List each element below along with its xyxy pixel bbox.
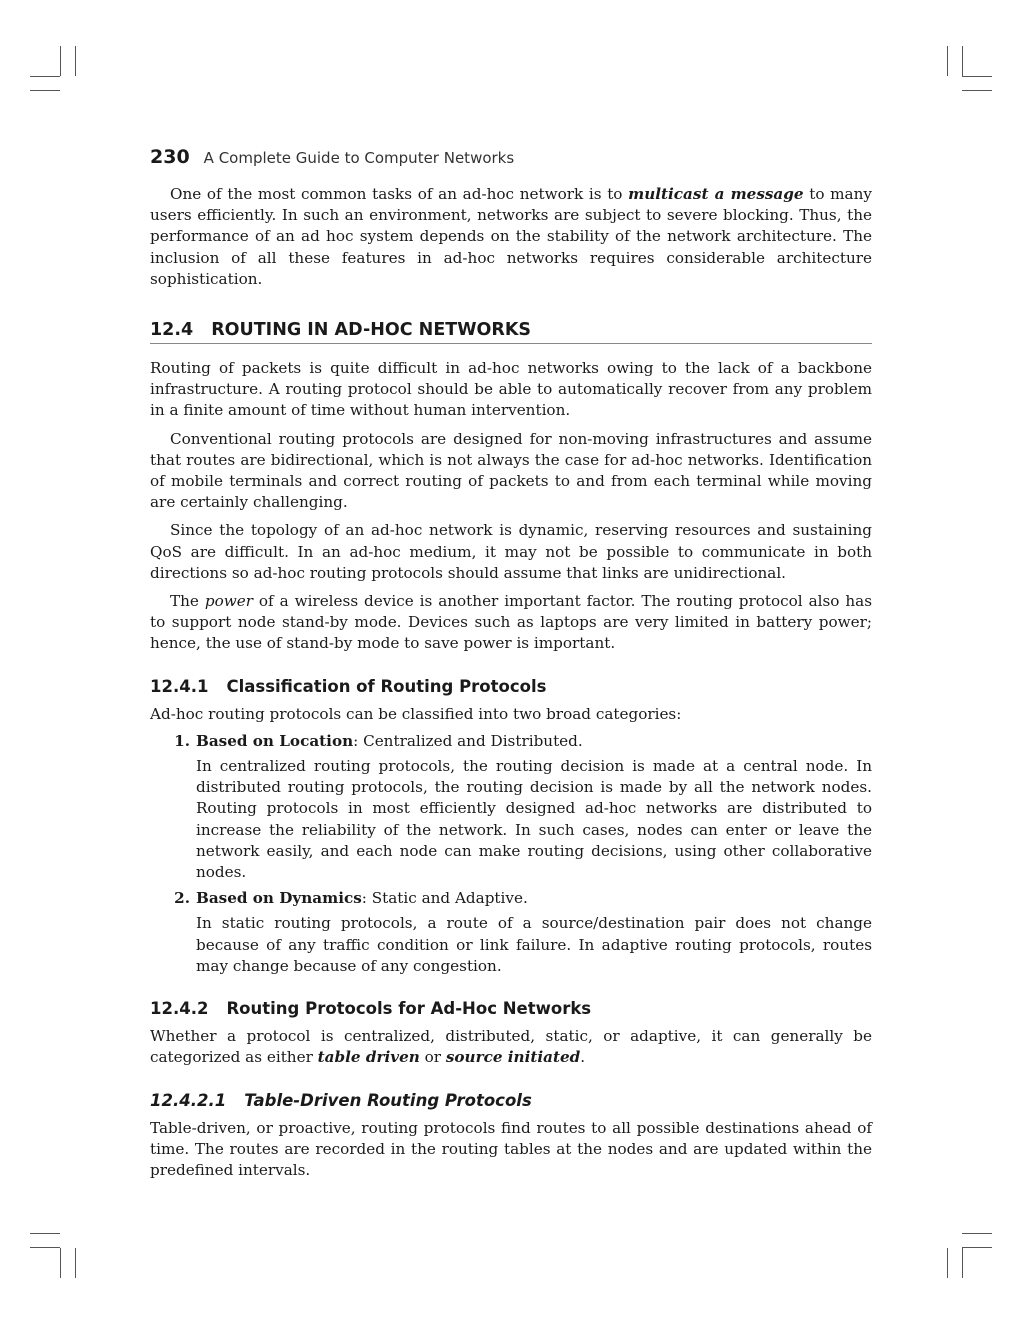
crop-mark xyxy=(962,46,963,76)
list-body: In centralized routing protocols, the routing decision is made at a central node. In distributed routing protocols, the routing decision is made by all the network nodes. Routing protocols in most efficiently designed ad-hoc networks are distributed to increase the reliability of the network. In such cases, nodes can enter or leave the network easily, and each node can make routing decisions, using other collaborative nodes. xyxy=(196,757,872,882)
crop-mark xyxy=(30,1247,60,1248)
emphasis: source initiated xyxy=(445,1048,581,1067)
crop-mark xyxy=(962,90,992,91)
list-number: 1. xyxy=(174,731,190,750)
crop-mark xyxy=(75,1248,76,1278)
crop-mark xyxy=(947,1248,948,1278)
emphasis: power xyxy=(204,592,253,611)
emphasis: table driven xyxy=(317,1048,420,1067)
paragraph: Whether a protocol is centralized, distributed, static, or adaptive, it can generally be categorized as either table driven or source initiated. xyxy=(150,1027,872,1067)
paragraph: Ad-hoc routing protocols can be classified into two broad categories: xyxy=(150,704,682,723)
list-item xyxy=(150,731,872,883)
subsection-number: 12.4.1 xyxy=(150,676,209,696)
subsubsection-title: Table-Driven Routing Protocols xyxy=(244,1090,532,1110)
crop-mark xyxy=(30,1233,60,1234)
list-item xyxy=(150,888,872,977)
crop-mark xyxy=(947,46,948,76)
subsubsection-heading xyxy=(150,1091,872,1110)
crop-mark xyxy=(962,1248,963,1278)
paragraph: The power of a wireless device is another important factor. The routing protocol also has to support node stand-by mode. Devices such as laptops are very limited in battery power; hence, the use of stand-by mode to save power is important. xyxy=(150,592,873,653)
paragraph: Conventional routing protocols are designed for non-moving infrastructures and assume that routes are bidirectional, which is not always the case for ad-hoc networks. Identification of mobile terminals and correct routing of packets to and from each terminal while moving are certainly challenging. xyxy=(150,429,872,512)
list-body: In static routing protocols, a route of a source/destination pair does not change because of any traffic condition or link failure. In adaptive routing protocols, routes may change because of any congestion. xyxy=(196,914,872,975)
list-value: : Static and Adaptive. xyxy=(361,889,528,908)
list-value: : Centralized and Distributed. xyxy=(353,731,583,750)
book-page xyxy=(150,146,872,1181)
paragraph: Routing of packets is quite difficult in ad-hoc networks owing to the lack of a backbone infrastructure. A routing protocol should be able to automatically recover from any problem in a finite amount of time without human intervention. xyxy=(150,359,872,420)
subsection-title: Routing Protocols for Ad-Hoc Networks xyxy=(226,999,592,1019)
subsubsection-number: 12.4.2.1 xyxy=(150,1090,227,1110)
running-header xyxy=(150,146,872,168)
subsection-heading xyxy=(150,677,872,696)
classification-list xyxy=(150,731,872,977)
running-title: A Complete Guide to Computer Networks xyxy=(203,149,515,167)
emphasis: multicast a message xyxy=(628,185,804,203)
list-label: Based on Dynamics xyxy=(196,889,362,908)
crop-mark xyxy=(60,1248,61,1278)
section-title: ROUTING IN AD-HOC NETWORKS xyxy=(211,320,532,341)
crop-mark xyxy=(30,76,60,77)
crop-mark xyxy=(60,46,61,76)
section-heading xyxy=(150,320,872,344)
crop-mark xyxy=(962,1247,992,1248)
crop-mark xyxy=(962,76,992,77)
section-number: 12.4 xyxy=(150,320,194,341)
crop-mark xyxy=(75,46,76,76)
list-label: Based on Location xyxy=(196,731,354,750)
paragraph: Table-driven, or proactive, routing protocols find routes to all possible destinations ahead of time. The routes are recorded in the routing tables at the nodes and are updated within the predefined intervals. xyxy=(150,1118,872,1179)
crop-mark xyxy=(962,1233,992,1234)
list-number: 2. xyxy=(174,889,190,908)
intro-paragraph: One of the most common tasks of an ad-hoc network is to multicast a message to many users efficiently. In such an environment, networks are subject to severe blocking. Thus, the performance of an ad hoc system depends on the stability of the network architecture. The inclusion of all these features in ad-hoc networks requires considerable architecture sophistication. xyxy=(150,185,872,288)
subsection-number: 12.4.2 xyxy=(150,999,209,1019)
paragraph: Since the topology of an ad-hoc network is dynamic, reserving resources and sustaining QoS are difficult. In an ad-hoc medium, it may not be possible to communicate in both directions so ad-hoc routing protocols should assume that links are unidirectional. xyxy=(150,521,872,582)
page-number: 230 xyxy=(150,146,190,168)
subsection-title: Classification of Routing Protocols xyxy=(226,676,547,696)
crop-mark xyxy=(30,90,60,91)
subsection-heading xyxy=(150,999,872,1018)
